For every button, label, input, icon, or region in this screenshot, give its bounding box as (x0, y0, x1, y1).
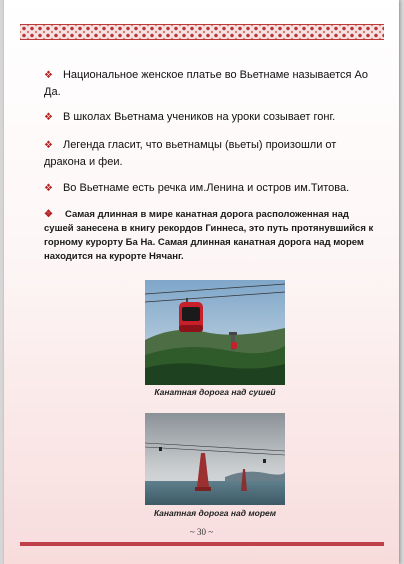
decorative-top-border (20, 24, 384, 40)
cable-car-sea-photo (145, 413, 285, 505)
diamond-bullet-icon: ❖ (44, 112, 53, 123)
fact-text: Легенда гласит, что вьетнамцы (вьеты) произошли от дракона и феи. (44, 139, 337, 168)
fact-item (44, 180, 374, 197)
photo-caption: Канатная дорога над сушей (154, 387, 276, 397)
cable-car-land-photo (145, 280, 285, 385)
page-number: ~ 30 ~ (189, 527, 214, 537)
diamond-bullet-icon: ❖ (44, 209, 53, 220)
fact-text: Самая длинная в мире канатная дорога расположенная над сушей занесена в книгу рекордов Гиннеса, это путь протянувшийся к горному курорту Ба На. Самая длинная канатная дорога над морем находится на курорте Нячанг. (44, 209, 374, 262)
photo-caption: Канатная дорога над морем (153, 508, 277, 518)
fact-text: Национальное женское платье во Вьетнаме называется Ао Да. (44, 69, 368, 98)
fact-item (44, 67, 374, 100)
bottom-rule (20, 542, 384, 546)
diamond-bullet-icon: ❖ (44, 183, 53, 194)
fact-item (44, 208, 374, 264)
fact-item (44, 137, 374, 170)
fact-text: В школах Вьетнама учеников на уроки созывает гонг. (62, 111, 336, 123)
fact-text: Во Вьетнаме есть речка им.Ленина и остров им.Титова. (62, 182, 350, 194)
fact-item (44, 109, 374, 126)
document-page (4, 0, 399, 564)
diamond-bullet-icon: ❖ (44, 140, 53, 151)
diamond-bullet-icon: ❖ (44, 70, 53, 81)
